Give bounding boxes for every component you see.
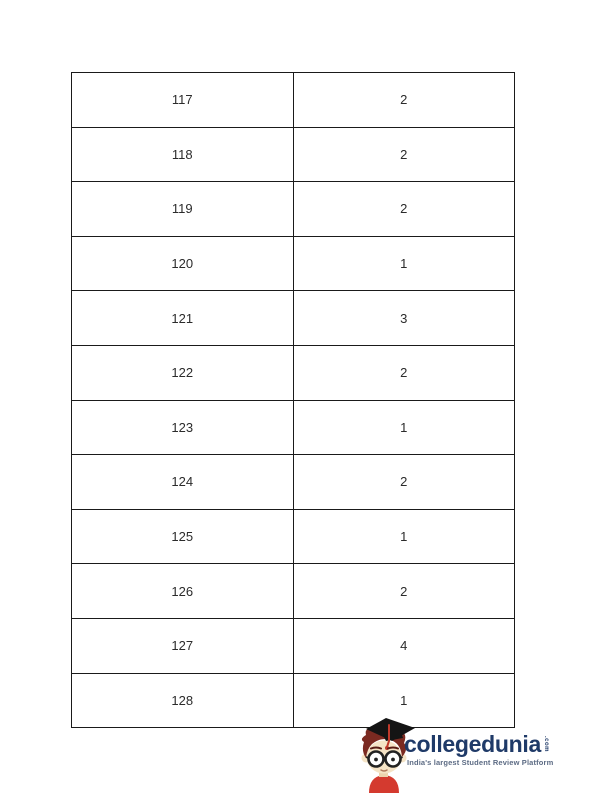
table-cell-count: 2 <box>293 455 515 510</box>
table-cell-score: 122 <box>72 345 294 400</box>
table-cell-score: 126 <box>72 564 294 619</box>
collegedunia-logo <box>356 714 571 792</box>
table-cell-score: 124 <box>72 455 294 510</box>
table-row <box>72 345 515 400</box>
table-cell-score: 119 <box>72 182 294 237</box>
table-cell-score: 123 <box>72 400 294 455</box>
table-row <box>72 618 515 673</box>
table-cell-count: 2 <box>293 73 515 128</box>
brand-suffix: .com <box>542 736 549 753</box>
table-row <box>72 564 515 619</box>
table-cell-count: 2 <box>293 127 515 182</box>
table-cell-count: 1 <box>293 236 515 291</box>
table-row <box>72 236 515 291</box>
table-row <box>72 509 515 564</box>
table-cell-score: 118 <box>72 127 294 182</box>
score-table-body <box>72 73 515 728</box>
table-cell-score: 121 <box>72 291 294 346</box>
table-cell-score: 117 <box>72 73 294 128</box>
table-cell-count: 2 <box>293 182 515 237</box>
brand-tagline: India's largest Student Review Platform <box>407 758 554 767</box>
brand-name: collegedunia <box>404 731 541 757</box>
table-cell-count: 1 <box>293 673 515 728</box>
table-cell-count: 1 <box>293 509 515 564</box>
table-cell-score: 127 <box>72 618 294 673</box>
table-row <box>72 400 515 455</box>
table-row <box>72 291 515 346</box>
table-row <box>72 127 515 182</box>
brand-wordmark <box>404 733 549 756</box>
table-cell-count: 3 <box>293 291 515 346</box>
table-row <box>72 73 515 128</box>
table-cell-count: 4 <box>293 618 515 673</box>
table-cell-score: 125 <box>72 509 294 564</box>
table-cell-count: 2 <box>293 345 515 400</box>
table-cell-score: 120 <box>72 236 294 291</box>
table-row <box>72 182 515 237</box>
table-cell-score: 128 <box>72 673 294 728</box>
score-table <box>71 72 515 728</box>
table-cell-count: 1 <box>293 400 515 455</box>
table-cell-count: 2 <box>293 564 515 619</box>
table-row <box>72 455 515 510</box>
